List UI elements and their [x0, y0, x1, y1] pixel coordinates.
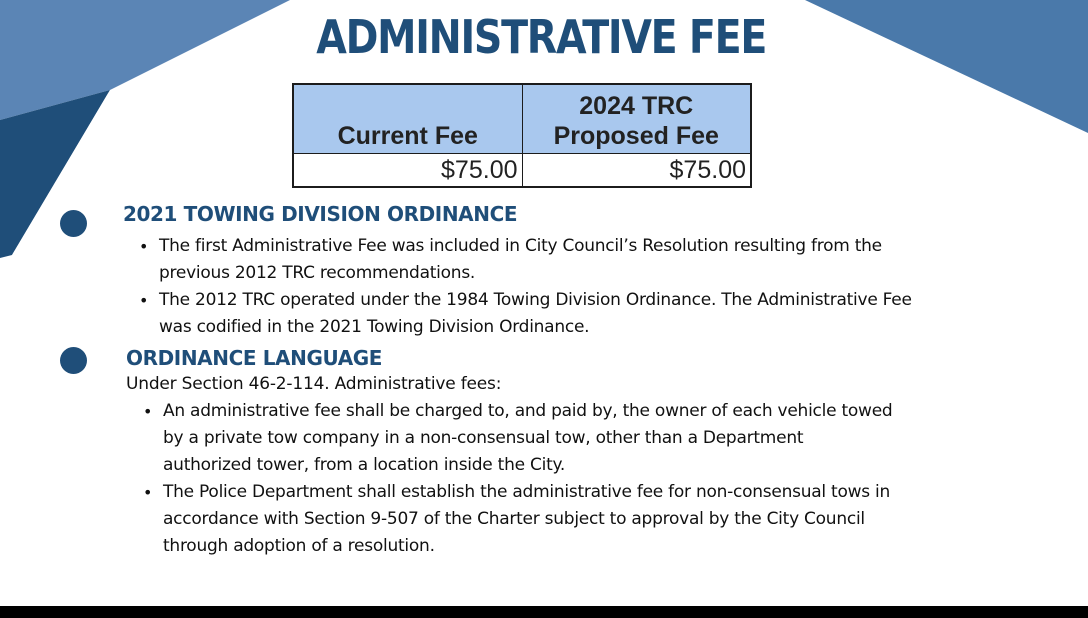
current-fee-header: Current Fee	[293, 84, 522, 154]
section2-bullet-list	[143, 398, 892, 560]
section1-heading: 2021 TOWING DIVISION ORDINANCE	[123, 202, 518, 226]
list-item: • The 2012 TRC operated under the 1984 Towing Division Ordinance. The Administrative Fee was codified in the 2021 Towing Division Ordinance.	[139, 287, 912, 341]
proposed-fee-value: $75.00	[522, 154, 751, 188]
list-item: • The Police Department shall establish the administrative fee for non-consensual tows in accordance with Section 9-507 of the Charter subject to approval by the City Council through adoption of a resolution.	[143, 479, 892, 560]
proposed-fee-header	[522, 84, 751, 154]
current-fee-value: $75.00	[293, 154, 522, 188]
section2-intro: Under Section 46-2-114. Administrative fees:	[126, 374, 502, 394]
fee-table	[292, 83, 752, 188]
list-item: • The first Administrative Fee was included in City Council’s Resolution resulting from the previous 2012 TRC recommendations.	[139, 233, 912, 287]
proposed-fee-header-line1: 2024 TRC	[579, 92, 694, 120]
fee-table-row	[293, 154, 751, 188]
section1-bullet-list	[139, 233, 912, 341]
section2-heading: ORDINANCE LANGUAGE	[126, 346, 383, 370]
proposed-fee-header-line2: Proposed Fee	[553, 122, 719, 150]
fee-table-header-row	[293, 84, 751, 154]
list-item: • An administrative fee shall be charged to, and paid by, the owner of each vehicle towed by a private tow company in a non-consensual tow, other than a Department authorized tower, from a location inside the City.	[143, 398, 892, 479]
page-title: ADMINISTRATIVE FEE	[316, 10, 767, 64]
section2-bullet-circle	[60, 347, 87, 374]
section1-bullet-circle	[60, 210, 87, 237]
